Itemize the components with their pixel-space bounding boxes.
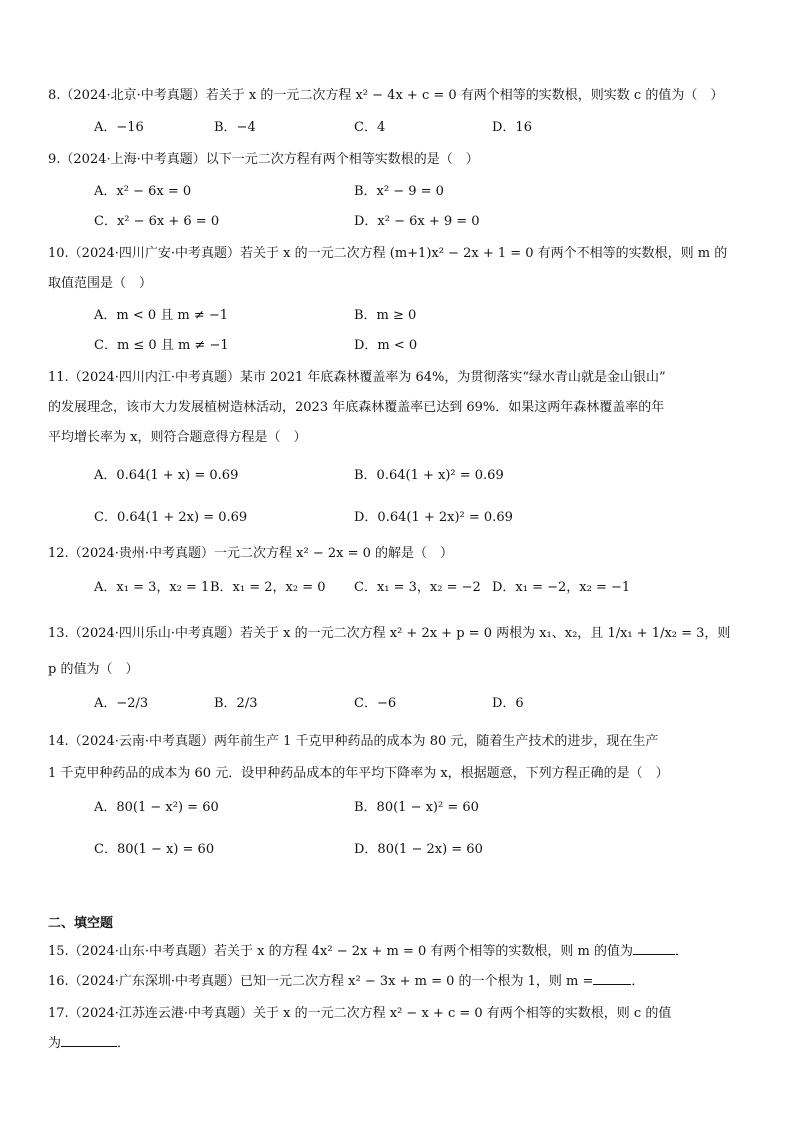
section-heading-fill-in: 二、填空题 — [48, 916, 114, 931]
q14-option-a: A．80(1 − x²) = 60 — [94, 800, 219, 815]
q11-option-b: B．0.64(1 + x)² = 0.69 — [354, 468, 504, 483]
question-15-stem: 15.（2024·山东·中考真题）若关于 x 的方程 4x² − 2x + m = 0 有两个相等的实数根，则 m 的值为 — [48, 944, 633, 959]
q13-option-a: A．−2/3 — [94, 696, 149, 711]
q8-option-b: B．−4 — [214, 120, 256, 135]
answer-blank-15[interactable] — [633, 942, 675, 955]
q11-option-d: D．0.64(1 + 2x)² = 0.69 — [354, 510, 513, 525]
question-17-end: ． — [117, 1036, 131, 1051]
question-8-stem: 8.（2024·北京·中考真题）若关于 x 的一元二次方程 x² − 4x + c = 0 有两个相等的实数根，则实数 c 的值为（ ） — [48, 88, 724, 103]
question-13-stem-2: p 的值为（ ） — [48, 662, 139, 677]
q8-option-a: A．−16 — [94, 120, 144, 135]
q10-option-b: B．m ≥ 0 — [354, 308, 417, 323]
question-9-stem: 9.（2024·上海·中考真题）以下一元二次方程有两个相等实数根的是（ ） — [48, 152, 479, 167]
question-12-stem: 12.（2024·贵州·中考真题）一元二次方程 x² − 2x = 0 的解是（ ） — [48, 546, 454, 561]
question-15 — [48, 940, 754, 959]
q13-option-c: C．−6 — [354, 696, 397, 711]
q12-option-c: C．x₁ = 3，x₂ = −2 — [354, 580, 481, 595]
question-16-stem: 16.（2024·广东深圳·中考真题）已知一元二次方程 x² − 3x + m = 0 的一个根为 1，则 m = — [48, 974, 594, 989]
question-10-stem-2: 取值范围是（ ） — [48, 276, 153, 291]
q12-option-b: B．x₁ = 2，x₂ = 0 — [210, 580, 326, 595]
q10-option-c: C．m ≤ 0 且 m ≠ −1 — [94, 338, 229, 353]
q14-option-b: B．80(1 − x)² = 60 — [354, 800, 479, 815]
q13-option-d: D．6 — [492, 696, 524, 711]
q14-option-c: C．80(1 − x) = 60 — [94, 842, 215, 857]
question-14-stem: 14.（2024·云南·中考真题）两年前生产 1 千克甲种药品的成本为 80 元，随着生产技术的进步，现在生产 — [48, 734, 659, 749]
q9-option-c: C．x² − 6x + 6 = 0 — [94, 214, 220, 229]
question-16-end: ． — [631, 974, 645, 989]
q8-option-c: C．4 — [354, 120, 386, 135]
q14-option-d: D．80(1 − 2x) = 60 — [354, 842, 483, 857]
q12-option-a: A．x₁ = 3，x₂ = 1 — [94, 580, 210, 595]
q9-option-b: B．x² − 9 = 0 — [354, 184, 444, 199]
q11-option-c: C．0.64(1 + 2x) = 0.69 — [94, 510, 248, 525]
q13-option-b: B．2/3 — [214, 696, 258, 711]
q11-option-a: A．0.64(1 + x) = 0.69 — [94, 468, 239, 483]
question-13-stem: 13.（2024·四川乐山·中考真题）若关于 x 的一元二次方程 x² + 2x + p = 0 两根为 x₁、x₂，且 1/x₁ + 1/x₂ = 3，则 — [48, 626, 731, 641]
question-14-stem-2: 1 千克甲种药品的成本为 60 元．设甲种药品成本的年平均下降率为 x，根据题意，下列方程正确的是（ ） — [48, 766, 669, 781]
question-17-stem: 17.（2024·江苏连云港·中考真题）关于 x 的一元二次方程 x² − x + c = 0 有两个相等的实数根，则 c 的值 — [48, 1006, 672, 1021]
answer-blank-16[interactable] — [593, 972, 631, 985]
q9-option-d: D．x² − 6x + 9 = 0 — [354, 214, 480, 229]
question-17-line-2 — [48, 1032, 754, 1051]
question-15-end: ． — [674, 944, 688, 959]
question-16 — [48, 970, 754, 989]
question-17-stem-2: 为 — [48, 1036, 62, 1051]
q12-option-d: D．x₁ = −2，x₂ = −1 — [492, 580, 631, 595]
answer-blank-17[interactable] — [61, 1034, 117, 1047]
q10-option-d: D．m < 0 — [354, 338, 418, 353]
question-11-stem-2: 的发展理念，该市大力发展植树造林活动，2023 年底森林覆盖率已达到 69%．如果这两年森林覆盖率的年 — [48, 400, 665, 415]
question-10-stem: 10.（2024·四川广安·中考真题）若关于 x 的一元二次方程 (m+1)x² − 2x + 1 = 0 有两个不相等的实数根，则 m 的 — [48, 246, 728, 261]
q9-option-a: A．x² − 6x = 0 — [94, 184, 192, 199]
q10-option-a: A．m < 0 且 m ≠ −1 — [94, 308, 229, 323]
question-11-stem: 11.（2024·四川内江·中考真题）某市 2021 年底森林覆盖率为 64%，为贯彻落实“绿水青山就是金山银山” — [48, 370, 666, 385]
q8-option-d: D．16 — [492, 120, 532, 135]
question-11-stem-3: 平均增长率为 x，则符合题意得方程是（ ） — [48, 430, 307, 445]
